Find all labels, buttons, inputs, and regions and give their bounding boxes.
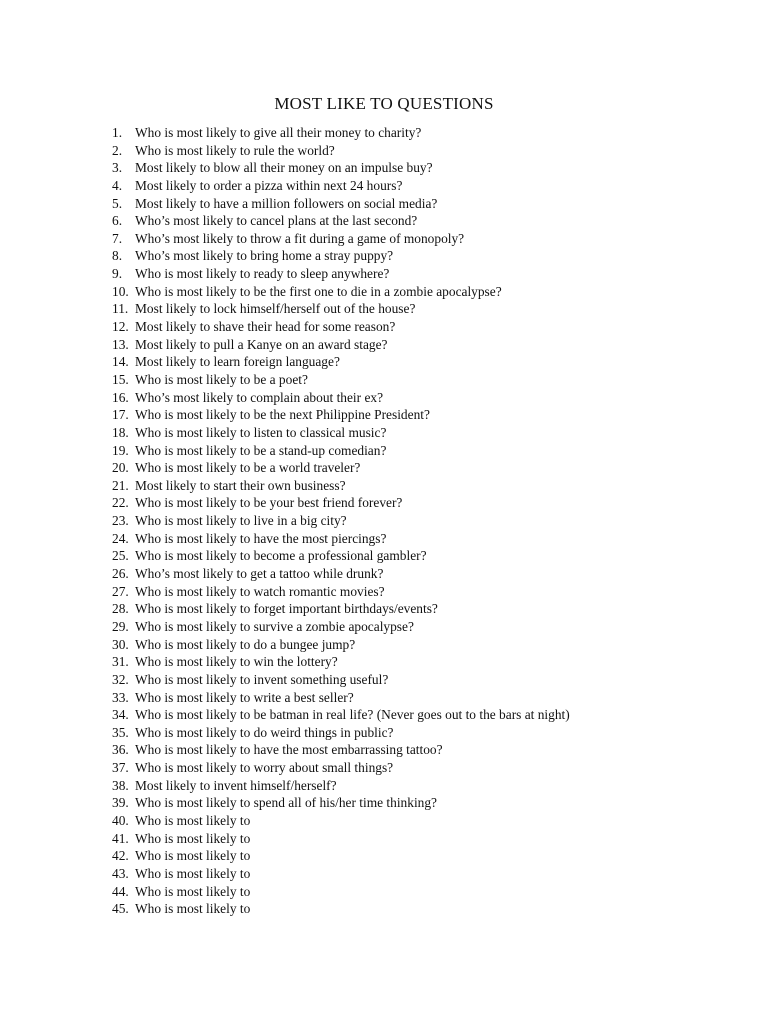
- question-number: 44.: [112, 883, 129, 899]
- question-text: Most likely to blow all their money on an impulse buy?: [135, 160, 433, 176]
- list-item: [112, 371, 570, 389]
- list-item: [112, 724, 570, 742]
- question-text: Who is most likely to: [135, 848, 251, 864]
- question-number: 28.: [112, 601, 129, 617]
- question-text: Who is most likely to worry about small things?: [135, 760, 394, 776]
- list-item: [112, 741, 570, 759]
- list-item: [112, 353, 570, 371]
- question-number: 32.: [112, 671, 129, 687]
- question-text: Who is most likely to be a stand-up comedian?: [135, 442, 387, 458]
- question-number: 5.: [112, 195, 123, 211]
- question-number: 25.: [112, 548, 129, 564]
- list-item: [112, 618, 570, 636]
- question-text: Most likely to shave their head for some reason?: [135, 319, 396, 335]
- list-item: [112, 494, 570, 512]
- list-item: [112, 830, 570, 848]
- question-number: 17.: [112, 407, 129, 423]
- question-text: Most likely to learn foreign language?: [135, 354, 340, 370]
- list-item: [112, 583, 570, 601]
- question-number: 12.: [112, 319, 129, 335]
- question-number: 14.: [112, 354, 129, 370]
- question-text: Who is most likely to: [135, 901, 251, 917]
- list-item: [112, 512, 570, 530]
- question-text: Who is most likely to listen to classical music?: [135, 424, 387, 440]
- list-item: [112, 265, 570, 283]
- question-number: 6.: [112, 213, 123, 229]
- question-number: 23.: [112, 513, 129, 529]
- question-number: 3.: [112, 160, 123, 176]
- question-text: Who is most likely to have the most embarrassing tattoo?: [135, 742, 443, 758]
- list-item: [112, 124, 570, 142]
- list-item: [112, 883, 570, 901]
- list-item: [112, 847, 570, 865]
- question-number: 8.: [112, 248, 123, 264]
- question-number: 18.: [112, 424, 129, 440]
- question-text: Who is most likely to become a professional gambler?: [135, 548, 427, 564]
- question-number: 22.: [112, 495, 129, 511]
- question-text: Who is most likely to forget important birthdays/events?: [135, 601, 438, 617]
- question-text: Who is most likely to write a best seller?: [135, 689, 354, 705]
- list-item: [112, 406, 570, 424]
- question-number: 37.: [112, 760, 129, 776]
- question-text: Most likely to invent himself/herself?: [135, 777, 337, 793]
- question-number: 45.: [112, 901, 129, 917]
- question-text: Who’s most likely to complain about their ex?: [135, 389, 384, 405]
- list-item: [112, 142, 570, 160]
- question-text: Who is most likely to rule the world?: [135, 142, 335, 158]
- question-number: 41.: [112, 830, 129, 846]
- question-text: Who is most likely to ready to sleep anywhere?: [135, 266, 390, 282]
- list-item: [112, 247, 570, 265]
- question-number: 26.: [112, 566, 129, 582]
- question-number: 10.: [112, 283, 129, 299]
- question-number: 35.: [112, 724, 129, 740]
- list-item: [112, 636, 570, 654]
- question-text: Who is most likely to: [135, 865, 251, 881]
- list-item: [112, 759, 570, 777]
- list-item: [112, 159, 570, 177]
- question-number: 36.: [112, 742, 129, 758]
- list-item: [112, 477, 570, 495]
- list-item: [112, 530, 570, 548]
- question-text: Who is most likely to be batman in real life? (Never goes out to the bars at night): [135, 707, 570, 723]
- question-text: Who is most likely to invent something useful?: [135, 671, 389, 687]
- question-text: Who is most likely to spend all of his/her time thinking?: [135, 795, 437, 811]
- question-text: Who is most likely to be a poet?: [135, 371, 308, 387]
- question-number: 33.: [112, 689, 129, 705]
- list-item: [112, 565, 570, 583]
- question-text: Who is most likely to: [135, 830, 251, 846]
- question-text: Who is most likely to have the most piercings?: [135, 530, 387, 546]
- question-text: Most likely to start their own business?: [135, 477, 346, 493]
- question-text: Who is most likely to: [135, 812, 251, 828]
- question-number: 20.: [112, 460, 129, 476]
- question-number: 7.: [112, 230, 123, 246]
- question-text: Most likely to order a pizza within next 24 hours?: [135, 177, 403, 193]
- question-number: 34.: [112, 707, 129, 723]
- list-item: [112, 177, 570, 195]
- question-text: Who is most likely to be your best friend forever?: [135, 495, 403, 511]
- list-item: [112, 653, 570, 671]
- question-number: 21.: [112, 477, 129, 493]
- question-number: 31.: [112, 654, 129, 670]
- list-item: [112, 459, 570, 477]
- list-item: [112, 283, 570, 301]
- list-item: [112, 777, 570, 795]
- question-number: 29.: [112, 618, 129, 634]
- question-text: Who is most likely to be the first one to die in a zombie apocalypse?: [135, 283, 502, 299]
- question-text: Who’s most likely to throw a fit during a game of monopoly?: [135, 230, 465, 246]
- question-number: 9.: [112, 266, 123, 282]
- question-text: Most likely to lock himself/herself out of the house?: [135, 301, 416, 317]
- question-number: 38.: [112, 777, 129, 793]
- question-text: Who’s most likely to get a tattoo while drunk?: [135, 566, 384, 582]
- page-title: MOST LIKE TO QUESTIONS: [274, 94, 494, 113]
- list-item: [112, 212, 570, 230]
- list-item: [112, 195, 570, 213]
- question-list: [112, 124, 570, 918]
- question-number: 42.: [112, 848, 129, 864]
- question-text: Most likely to pull a Kanye on an award stage?: [135, 336, 388, 352]
- list-item: [112, 442, 570, 460]
- list-item: [112, 389, 570, 407]
- question-text: Who is most likely to be a world traveler?: [135, 460, 361, 476]
- question-text: Who is most likely to live in a big city?: [135, 513, 347, 529]
- list-item: [112, 812, 570, 830]
- question-text: Who is most likely to survive a zombie apocalypse?: [135, 618, 414, 634]
- list-item: [112, 671, 570, 689]
- list-item: [112, 689, 570, 707]
- question-number: 43.: [112, 865, 129, 881]
- list-item: [112, 300, 570, 318]
- list-item: [112, 424, 570, 442]
- list-item: [112, 318, 570, 336]
- question-text: Who’s most likely to bring home a stray puppy?: [135, 248, 394, 264]
- list-item: [112, 547, 570, 565]
- question-number: 24.: [112, 530, 129, 546]
- list-item: [112, 600, 570, 618]
- question-number: 39.: [112, 795, 129, 811]
- question-number: 2.: [112, 142, 123, 158]
- list-item: [112, 230, 570, 248]
- list-item: [112, 336, 570, 354]
- question-number: 1.: [112, 125, 123, 140]
- question-text: Who’s most likely to cancel plans at the last second?: [135, 213, 418, 229]
- question-number: 13.: [112, 336, 129, 352]
- question-number: 30.: [112, 636, 129, 652]
- question-text: Who is most likely to be the next Philippine President?: [135, 407, 430, 423]
- question-text: Who is most likely to watch romantic movies?: [135, 583, 385, 599]
- question-text: Who is most likely to do a bungee jump?: [135, 636, 356, 652]
- list-item: [112, 865, 570, 883]
- question-text: Who is most likely to do weird things in public?: [135, 724, 394, 740]
- list-item: [112, 794, 570, 812]
- question-number: 40.: [112, 812, 129, 828]
- list-item: [112, 900, 570, 918]
- question-number: 15.: [112, 371, 129, 387]
- question-text: Who is most likely to give all their money to charity?: [135, 125, 422, 140]
- question-number: 19.: [112, 442, 129, 458]
- list-item: [112, 706, 570, 724]
- question-text: Who is most likely to: [135, 883, 251, 899]
- question-text: Most likely to have a million followers on social media?: [135, 195, 438, 211]
- question-number: 16.: [112, 389, 129, 405]
- question-number: 27.: [112, 583, 129, 599]
- question-text: Who is most likely to win the lottery?: [135, 654, 338, 670]
- question-number: 11.: [112, 301, 129, 317]
- question-number: 4.: [112, 177, 123, 193]
